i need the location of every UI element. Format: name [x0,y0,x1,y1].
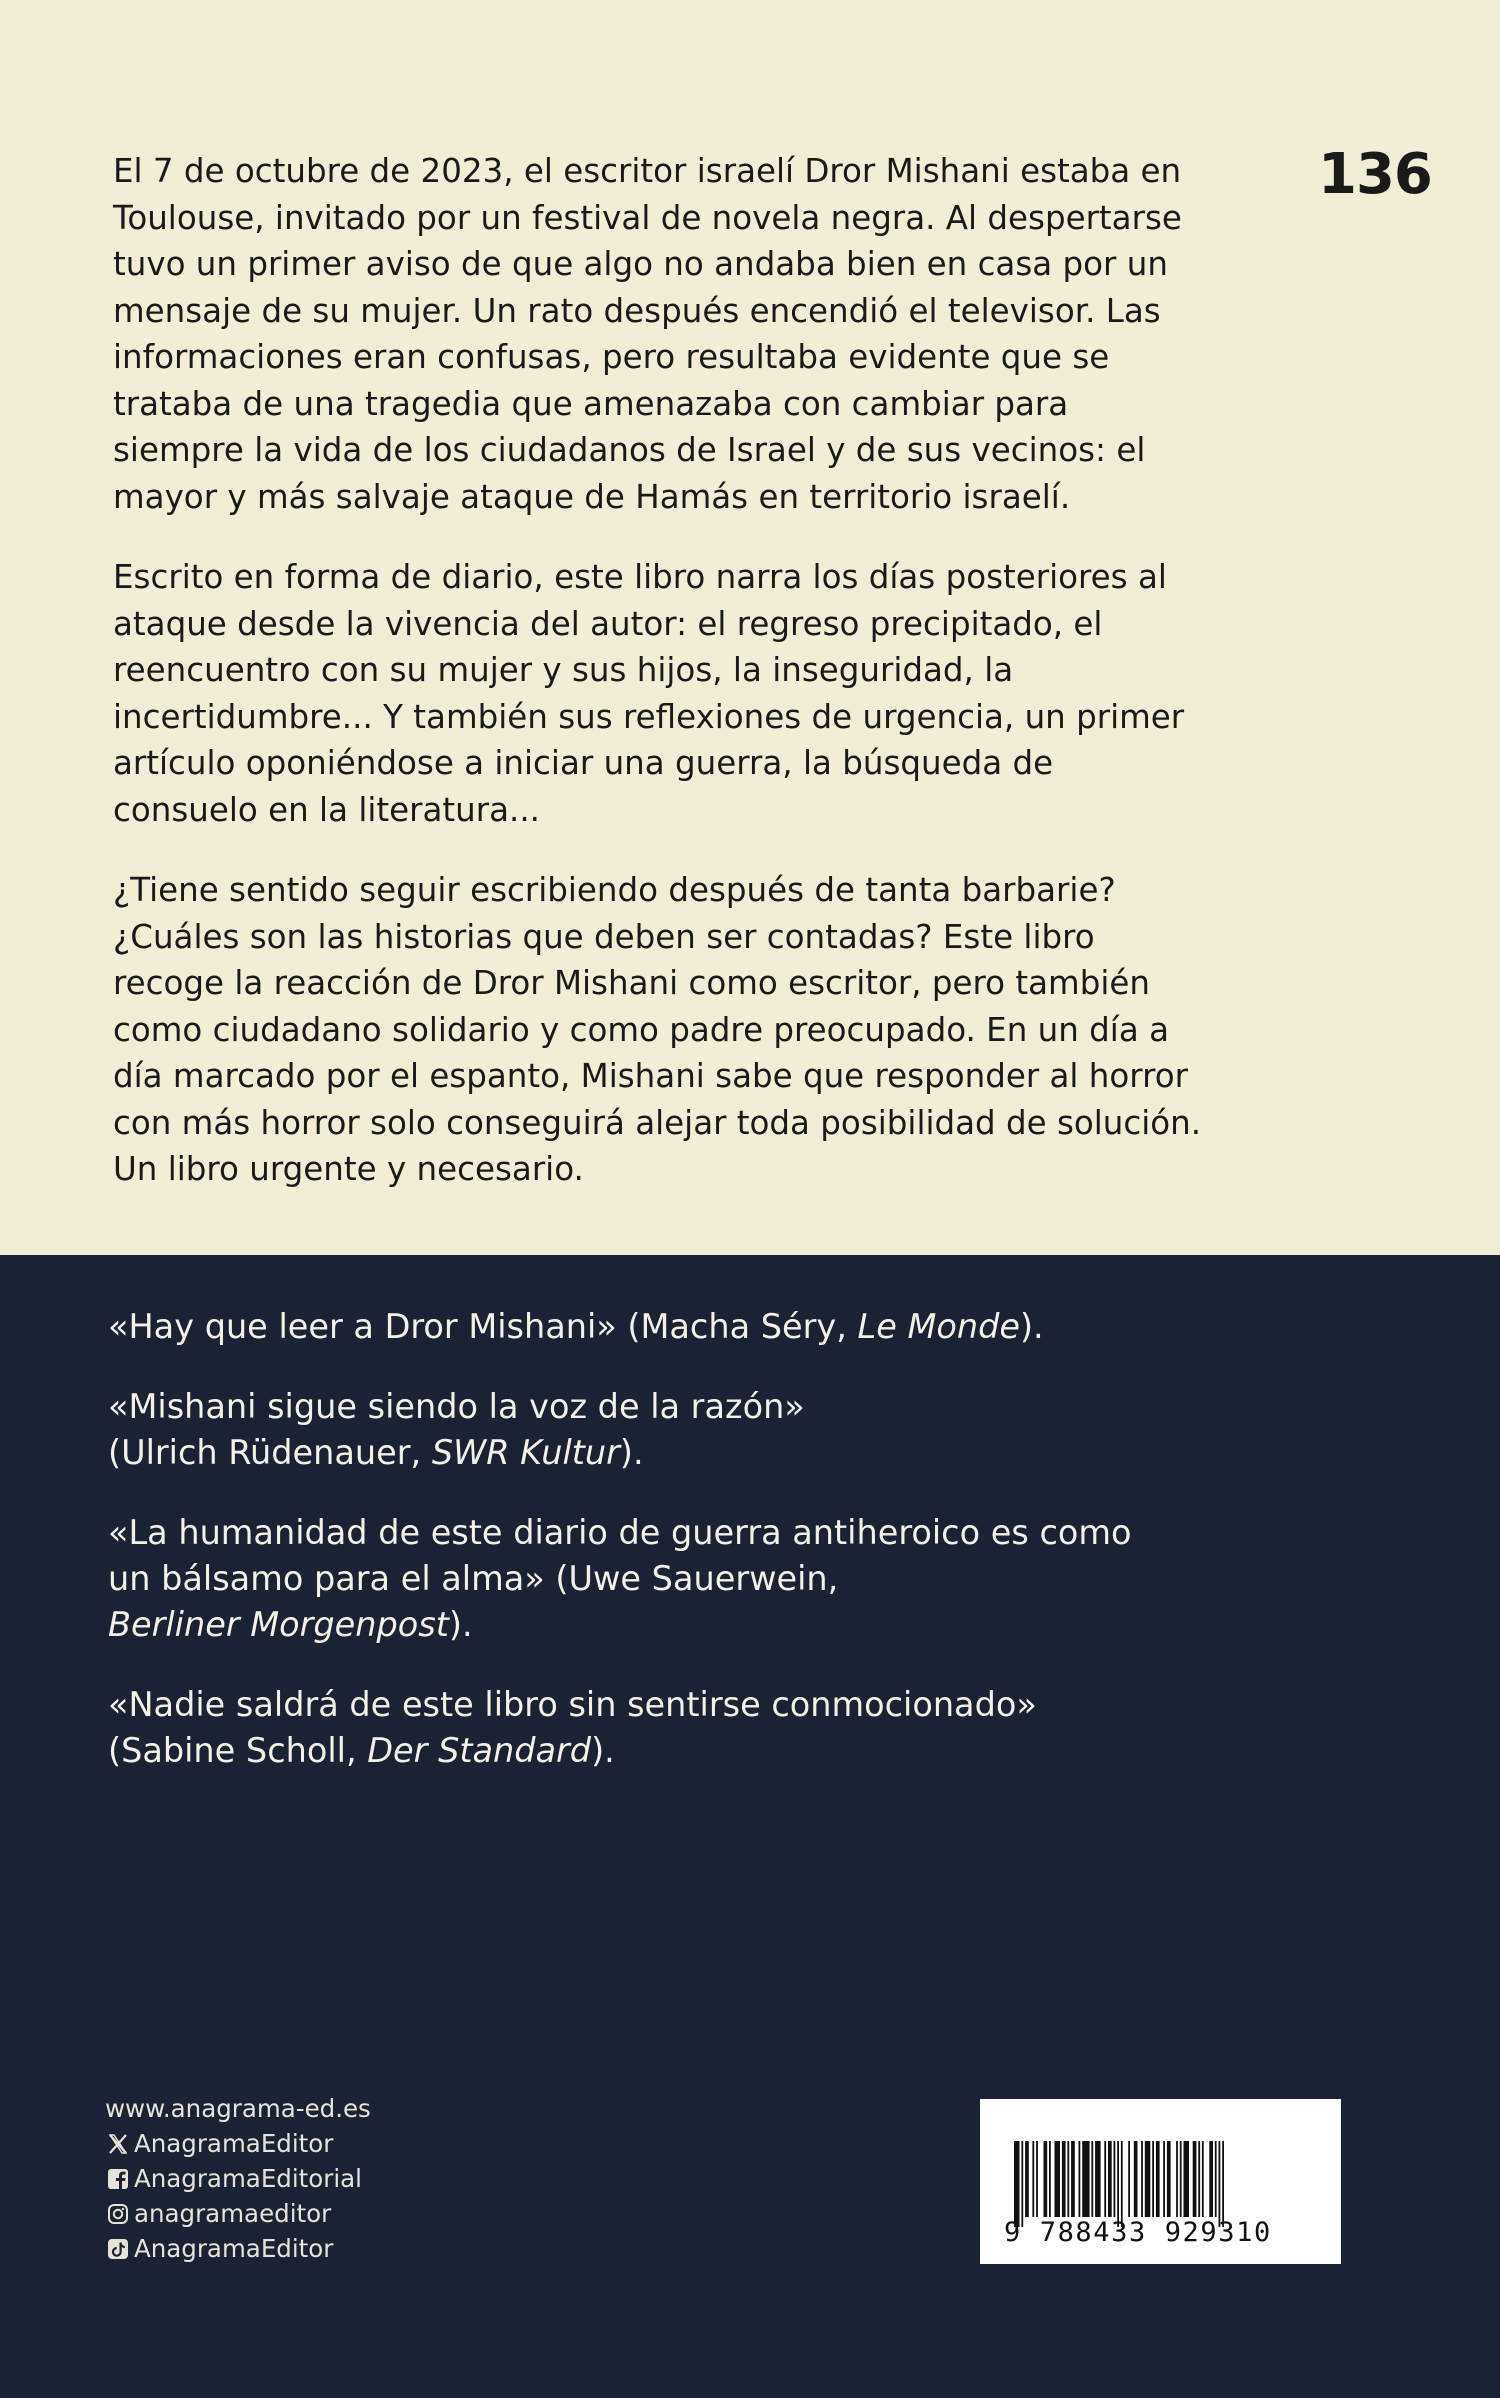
review-source-close: ). [619,1433,644,1472]
review-source: (Sabine Scholl, [108,1731,368,1770]
barcode-bar [1152,2141,1154,2217]
review-source-close: ). [591,1731,615,1770]
synopsis-paragraph: El 7 de octubre de 2023, el escritor israelí Dror Mishani estaba en Toulouse, invitado por un festival de novela negra. Al despertarse tuvo un primer aviso de que algo no andaba bien en casa por un mensaje de su mujer. Un rato después encendió el televisor. Las informaciones eran confusas, pero resultaba evidente que se trataba de una tragedia que amenazaba con cambiar para siempre la vida de los ciudadanos de Israel y de sus vecinos: el mayor y más salvaje ataque de Hamás en territorio israelí. [113,152,1182,516]
synopsis-paragraph: ¿Tiene sentido seguir escribiendo después de tanta barbarie? ¿Cuáles son las historias que deben ser contadas? Este libro recoge la reacción de Dror Mishani como escritor, pero también como ciudadano solidario y como padre preocupado. En un día a día marcado por el espanto, Mishani sabe que responder al horror con más horror solo conseguirá alejar toda posibilidad de solución. Un libro urgente y necesario. [113,871,1202,1188]
publisher-contacts [105,2091,371,2266]
tiktok-link[interactable] [105,2231,371,2266]
review-publication: SWR Kultur [431,1433,620,1472]
barcode-bar [1032,2141,1034,2217]
barcode-bar [1108,2141,1112,2217]
review-source-close: ). [448,1605,473,1644]
review-publication: Der Standard [367,1731,592,1770]
barcode-bar [1128,2141,1130,2217]
x-link[interactable] [105,2126,371,2161]
barcode-bar [1222,2141,1224,2227]
barcode-bar [1055,2141,1061,2217]
review-source: (Ulrich Rüdenauer, [108,1433,432,1472]
barcode-bar [1145,2141,1151,2217]
barcode-bar [1121,2141,1123,2227]
press-reviews [108,1304,1168,1808]
barcode-bar [1036,2141,1038,2217]
barcode-bar [1082,2141,1089,2217]
barcode-bar [1193,2141,1197,2217]
barcode-bar [1167,2141,1171,2217]
barcode-bar [1071,2141,1075,2217]
barcode-bar [1114,2141,1116,2217]
instagram-handle: anagramaeditor [134,2199,332,2228]
barcode-bar [1198,2141,1200,2217]
barcode-bar [1180,2141,1182,2217]
review-source: (Macha Séry, [616,1307,858,1346]
barcode-bar [1021,2141,1023,2227]
barcode-bar [1049,2141,1051,2217]
barcode-bar [1141,2141,1143,2217]
review-publication: Berliner Morgenpost [108,1605,449,1644]
barcode-bar [1202,2141,1204,2217]
review-quote: «La humanidad de este diario de guerra antiheroico es como un bálsamo para el alma» [108,1513,1132,1598]
synopsis-paragraph: Escrito en forma de diario, este libro narra los días posteriores al ataque desde la vivencia del autor: el regreso precipitado, el reencuentro con su mujer y sus hijos, la inseguridad, la incertidumbre... Y también sus reflexiones de urgencia, un primer artículo oponiéndose a iniciar una guerra, la búsqueda de consuelo en la literatura... [113,558,1185,829]
series-number: 136 [1318,142,1432,207]
barcode-bar [1209,2141,1213,2217]
review-quote-le-monde [108,1304,1168,1350]
tiktok-handle: AnagramaEditor [134,2234,334,2263]
website-link[interactable] [105,2091,371,2126]
instagram-icon [105,2201,131,2227]
x-logo-icon [105,2131,131,2157]
review-quote-berliner-morgenpost [108,1510,1168,1648]
review-quote: «Nadie saldrá de este libro sin sentirse conmocionado» [108,1685,1037,1724]
barcode-bar [1176,2141,1178,2217]
barcode-bar [1044,2141,1048,2217]
instagram-link[interactable] [105,2196,371,2231]
tiktok-icon [105,2236,131,2262]
barcode-bar [1014,2141,1020,2227]
barcode-bar [1062,2141,1066,2217]
synopsis [113,148,1203,1227]
barcode-bar [1117,2141,1119,2227]
barcode-bar [1025,2141,1029,2217]
barcode-bar [1104,2141,1106,2217]
review-quote: «Mishani sigue siendo la voz de la razón» [108,1387,805,1426]
barcode-bar [1156,2141,1160,2217]
barcode-bar [1091,2141,1093,2217]
barcode-bar [1134,2141,1138,2217]
facebook-icon [105,2166,131,2192]
review-quote-swr-kultur [108,1384,1168,1476]
review-quote-der-standard [108,1682,1168,1774]
facebook-link[interactable] [105,2161,371,2196]
barcode-bar [1219,2141,1221,2227]
barcode-bar [1215,2141,1217,2217]
review-source-close: ). [1019,1307,1044,1346]
review-source: (Uwe Sauerwein, [544,1559,839,1598]
barcode-bar [1163,2141,1165,2217]
barcode-bar [1095,2141,1101,2217]
review-publication: Le Monde [857,1307,1020,1346]
facebook-handle: AnagramaEditorial [134,2164,362,2193]
website-url: www.anagrama-ed.es [105,2094,371,2123]
barcode-bar [1079,2141,1081,2217]
x-handle: AnagramaEditor [134,2129,334,2158]
isbn-barcode [980,2099,1341,2264]
isbn-digits: 9 788433 929310 [1004,2217,1272,2248]
review-quote: «Hay que leer a Dror Mishani» [108,1307,617,1346]
barcode-bar [1184,2141,1190,2217]
barcode-bar [1067,2141,1069,2217]
